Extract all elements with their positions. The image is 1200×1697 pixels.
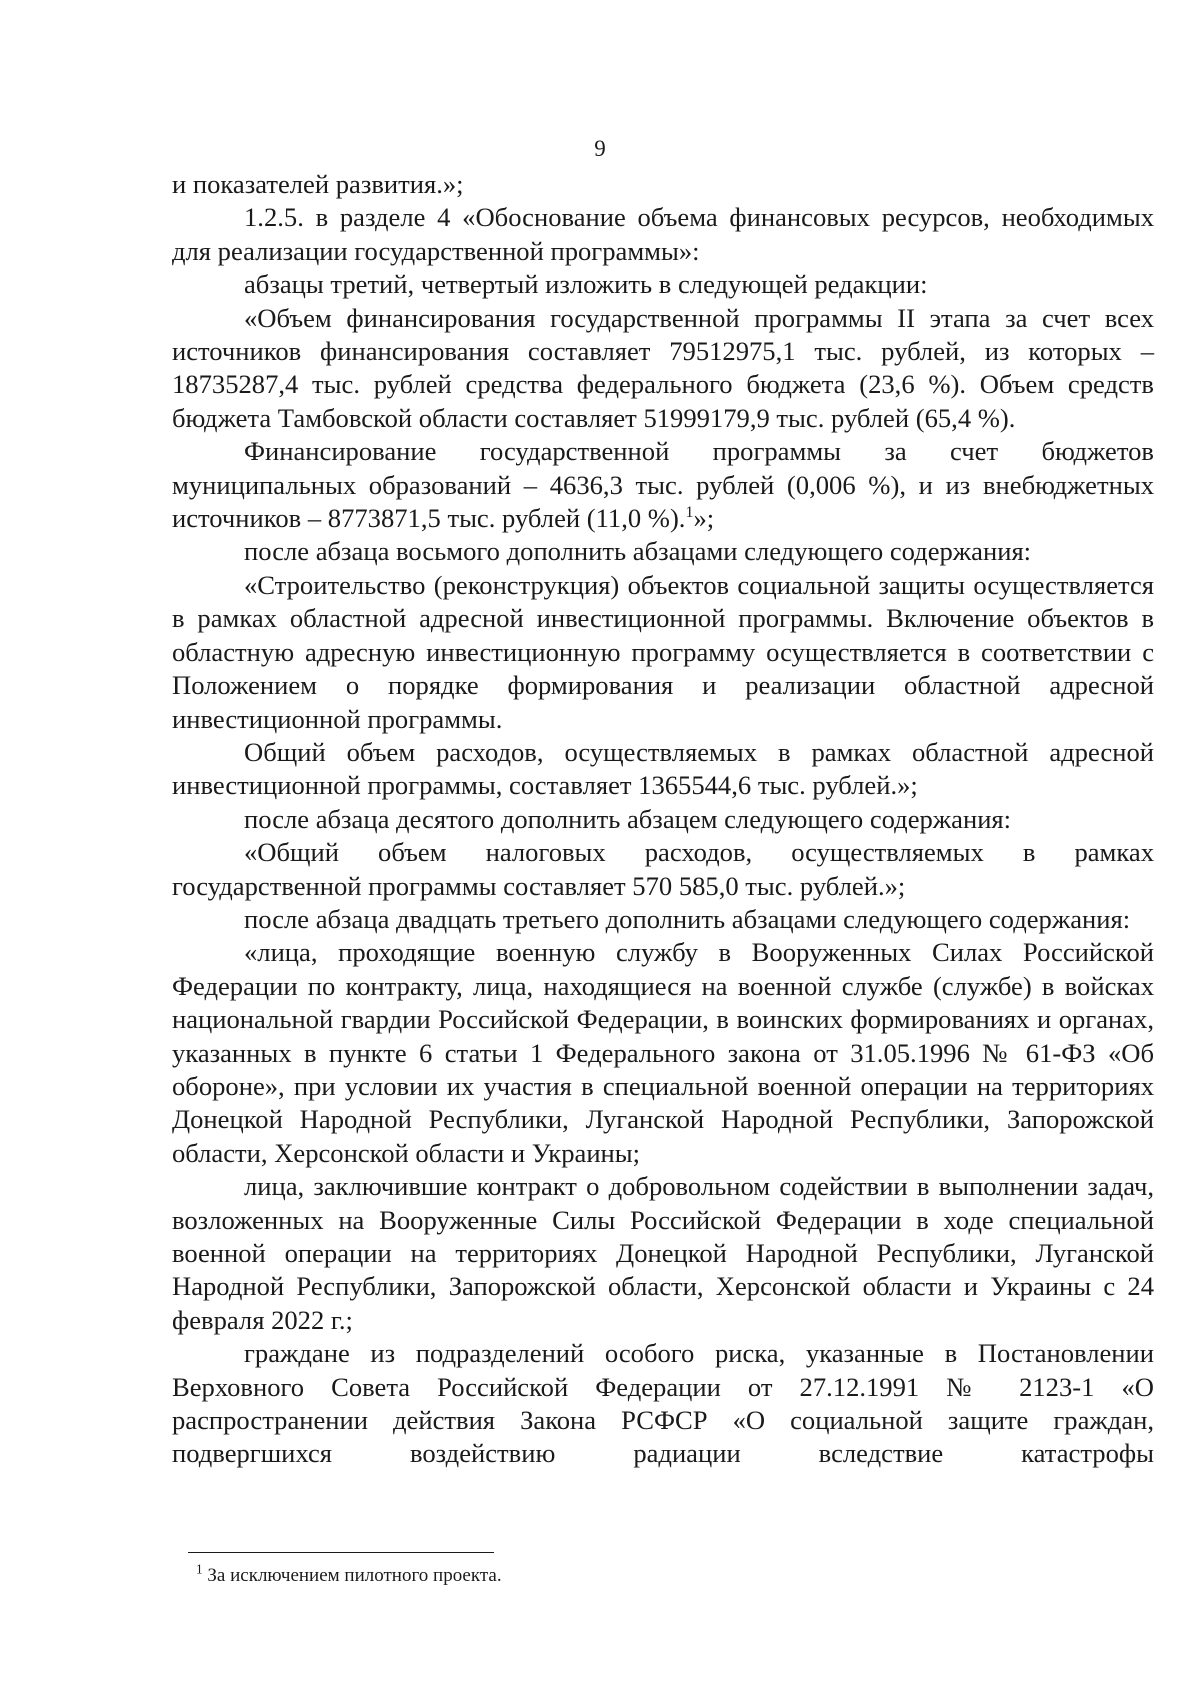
paragraph-financing-municipal [172, 435, 1154, 535]
paragraph-instruction-after-twenty-third: после абзаца двадцать третьего дополнить абзацами следующего содержания: [244, 903, 1131, 934]
footnote [196, 1561, 1096, 1588]
paragraph-volunteer-contract: лица, заключившие контракт о добровольном содействии в выполнении задач, возложенных на Вооруженные Силы Российской Федерации в ходе специальной военной операции на территориях Донецкой Народной Республики, Луганской Народной Республики, Запорожской области, Херсонской области и Украины с 24 февраля 2022 г.; [172, 1171, 1154, 1335]
paragraph-special-risk: граждане из подразделений особого риска, указанные в Постановлении Верховного Совета Российской Федерации от 27.12.1991 № 2123-1 «О распространении действия Закона РСФСР «О социальной защите граждан, подвергшихся воздействию радиации вследствие катастрофы [172, 1338, 1154, 1469]
footnote-reference: 1 [685, 504, 694, 522]
paragraph-section-1-2-5: 1.2.5. в разделе 4 «Обоснование объема финансовых ресурсов, необходимых для реализации государственной программы»: [172, 202, 1154, 266]
paragraph-financing-volume: «Объем финансирования государственной программы II этапа за счет всех источников финансирования составляет 79512975,1 тыс. рублей, из которых – 18735287,4 тыс. рублей средства федерального бюджета (23,6 %). Объем средств бюджета Тамбовской области составляет 51999179,9 тыс. рублей (65,4 %). [172, 302, 1154, 433]
footnote-text: За исключением пилотного проекта. [207, 1565, 502, 1586]
paragraph-continuation: и показателей развития.»; [172, 169, 464, 199]
paragraph-instruction-after-tenth: после абзаца десятого дополнить абзацем следующего содержания: [244, 803, 1012, 834]
document-body [172, 168, 1154, 1471]
paragraph-instruction-after-eighth: после абзаца восьмого дополнить абзацами следующего содержания: [244, 536, 1032, 567]
footnote-divider [188, 1552, 494, 1553]
footnote-marker: 1 [196, 1561, 203, 1577]
page-number: 9 [594, 136, 606, 161]
paragraph-military-service: «лица, проходящие военную службу в Вооруженных Силах Российской Федерации по контракту, лица, находящиеся на военной службе (службе) в войсках национальной гвардии Российской Федерации, в воинских формированиях и органах, указанных в пункте 6 статьи 1 Федерального закона от 31.05.1996 № 61-ФЗ «Об обороне», при условии их участия в специальной военной операции на территориях Донецкой Народной Республики, Луганской Народной Республики, Запорожской области, Херсонской области и Украины; [172, 937, 1154, 1168]
paragraph-financing-municipal-closing: »; [693, 503, 715, 534]
paragraph-tax-expenses: «Общий объем налоговых расходов, осуществляемых в рамках государственной программы составляет 570 585,0 тыс. рублей.»; [172, 837, 1154, 901]
paragraph-instruction-abzacy: абзацы третий, четвертый изложить в следующей редакции: [244, 269, 928, 300]
paragraph-investment-total: Общий объем расходов, осуществляемых в рамках областной адресной инвестиционной программы, составляет 1365544,6 тыс. рублей.»; [172, 736, 1154, 801]
paragraph-construction: «Строительство (реконструкция) объектов социальной защиты осуществляется в рамках областной адресной инвестиционной программы. Включение объектов в областную адресную инвестиционную программу осуществляется в соответствии с Положением о порядке формирования и реализации областной адресной инвестиционной программы. [172, 569, 1154, 734]
paragraph-financing-municipal-text: Финансирование государственной программы за счет бюджетов муниципальных образований – 4636,3 тыс. рублей (0,006 %), и из внебюджетных источников – 8773871,5 тыс. рублей (11,0 %). [172, 436, 1154, 534]
